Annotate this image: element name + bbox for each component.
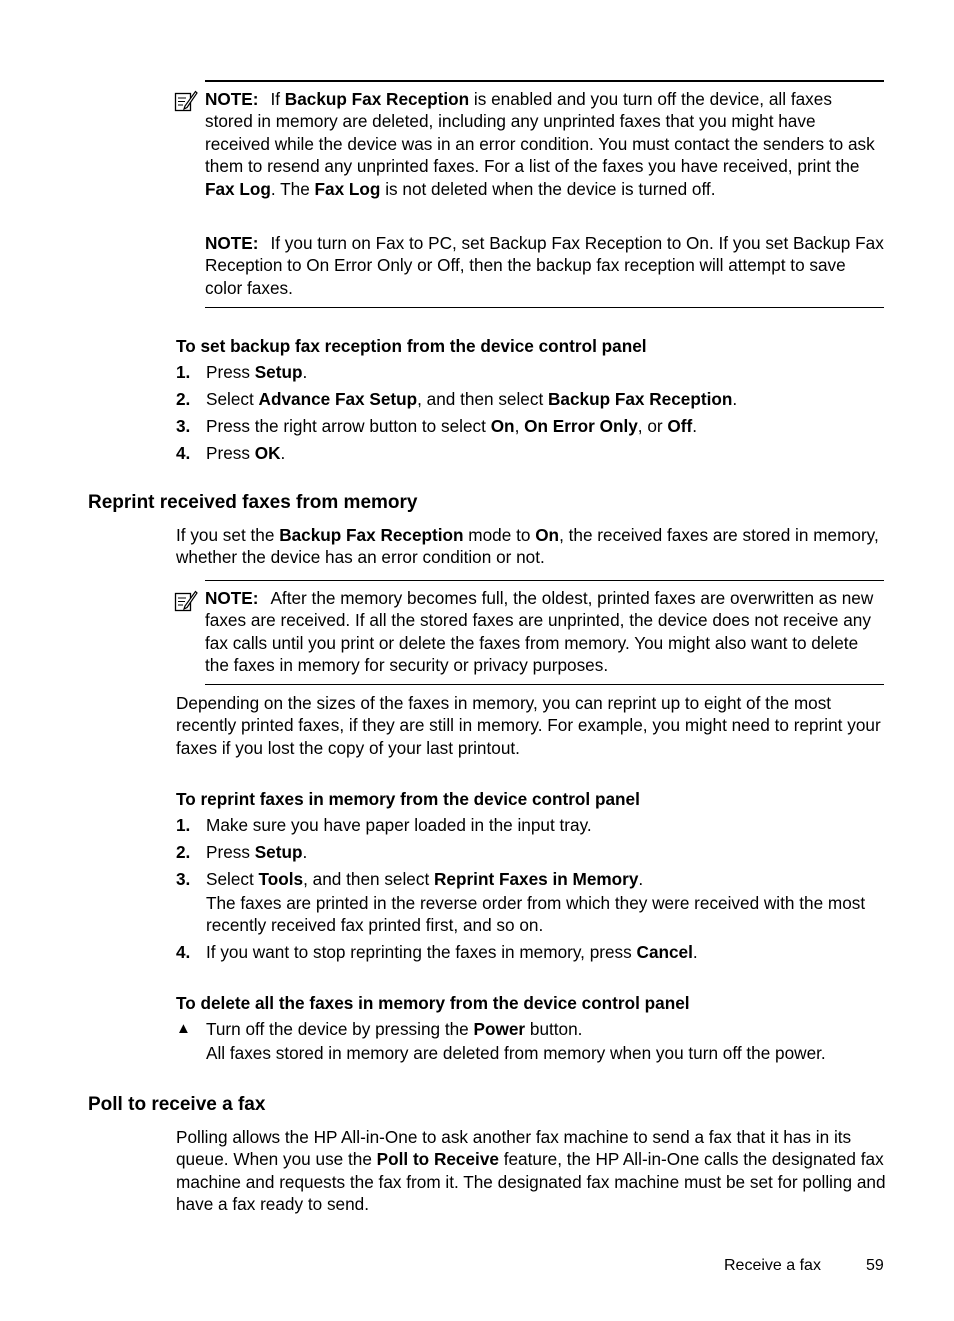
note-text-2: NOTE: If you turn on Fax to PC, set Backup Fax Reception to On. If you set Backup Fax Reception to On Error Only or Off, then the backup fax reception will attempt to save color faxes. <box>205 233 884 298</box>
note-label: NOTE: <box>205 588 259 608</box>
step-detail: The faxes are printed in the reverse order from which they were received with the most recently received fax printed first, and so on. <box>206 892 866 936</box>
procedure-title: To reprint faxes in memory from the device control panel <box>176 789 640 809</box>
list-item: 4. If you want to stop reprinting the faxes in memory, press Cancel. <box>176 942 698 963</box>
note-bottom-rule <box>205 307 884 308</box>
note-box-memory <box>174 580 884 686</box>
procedure-steps-2 <box>176 814 886 963</box>
body-paragraph: Polling allows the HP All-in-One to ask another fax machine to send a fax that it has in its queue. When you use the Poll to Receive feature, the HP All-in-One calls the designated fax machine and requests the fax from it. The designated fax machine must be set for polling and have a fax ready to send. <box>176 1127 886 1215</box>
procedure-steps-1 <box>176 361 886 464</box>
note-text-3: NOTE: After the memory becomes full, the oldest, printed faxes are overwritten as new faxes are received. If all the stored faxes are unprinted, the device does not receive any fax calls until you print or delete the faxes from memory. You might also want to delete the faxes in memory for security or privacy purposes. <box>205 588 874 676</box>
note-top-rule <box>205 580 884 581</box>
note-icon <box>174 590 198 612</box>
procedure-title: To set backup fax reception from the device control panel <box>176 336 647 356</box>
note-icon <box>174 90 198 112</box>
section-intro: If you set the Backup Fax Reception mode to On, the received faxes are stored in memory, whether the device has an error condition or not. <box>176 525 879 568</box>
procedure-title: To delete all the faxes in memory from the device control panel <box>176 993 690 1013</box>
list-item: 2. Select Advance Fax Setup, and then select Backup Fax Reception. <box>176 388 738 409</box>
list-item: 1. Press Setup. <box>176 362 308 382</box>
triangle-bullet-icon: ▲ <box>176 1020 191 1037</box>
step-detail: All faxes stored in memory are deleted from memory when you turn off the power. <box>206 1042 826 1063</box>
list-item: 2. Press Setup. <box>176 841 308 862</box>
list-item: ▲ Turn off the device by pressing the Power button. All faxes stored in memory are deleted from memory when you turn off the power. <box>176 1018 886 1064</box>
note-label: NOTE: <box>205 233 259 253</box>
note-bottom-rule <box>205 684 884 685</box>
note-top-rule <box>205 80 884 82</box>
procedure-steps-3 <box>176 1018 886 1064</box>
list-item: 1. Make sure you have paper loaded in the input tray. <box>176 815 592 835</box>
page-number: 59 <box>866 1257 884 1274</box>
section-heading-reprint: Reprint received faxes from memory <box>88 492 418 513</box>
list-item: 4. Press OK. <box>176 442 286 463</box>
list-item: 3. Select Tools, and then select Reprint Faxes in Memory. The faxes are printed in the reverse order from which they were received with the most recently received fax printed first, and so on. <box>176 868 886 937</box>
list-item: 3. Press the right arrow button to select On, On Error Only, or Off. <box>176 415 697 436</box>
note-box-backup <box>174 80 884 310</box>
body-paragraph: Depending on the sizes of the faxes in memory, you can reprint up to eight of the most recently printed faxes, if they are still in memory. For example, you might need to reprint your faxes if you lost the copy of your last printout. <box>176 693 881 758</box>
footer-section-title: Receive a fax <box>724 1257 821 1274</box>
note-label: NOTE: <box>205 89 259 109</box>
note-text-1: NOTE: If Backup Fax Reception is enabled and you turn off the device, all faxes stored in memory are deleted, including any unprinted faxes that you might have received while the device was in an error condition. You must contact the senders to ask them to resend any unprinted faxes. For a list of the faxes you have received, print the Fax Log. The Fax Log is not deleted when the device is turned off. <box>205 89 875 199</box>
section-heading-poll: Poll to receive a fax <box>88 1094 266 1115</box>
